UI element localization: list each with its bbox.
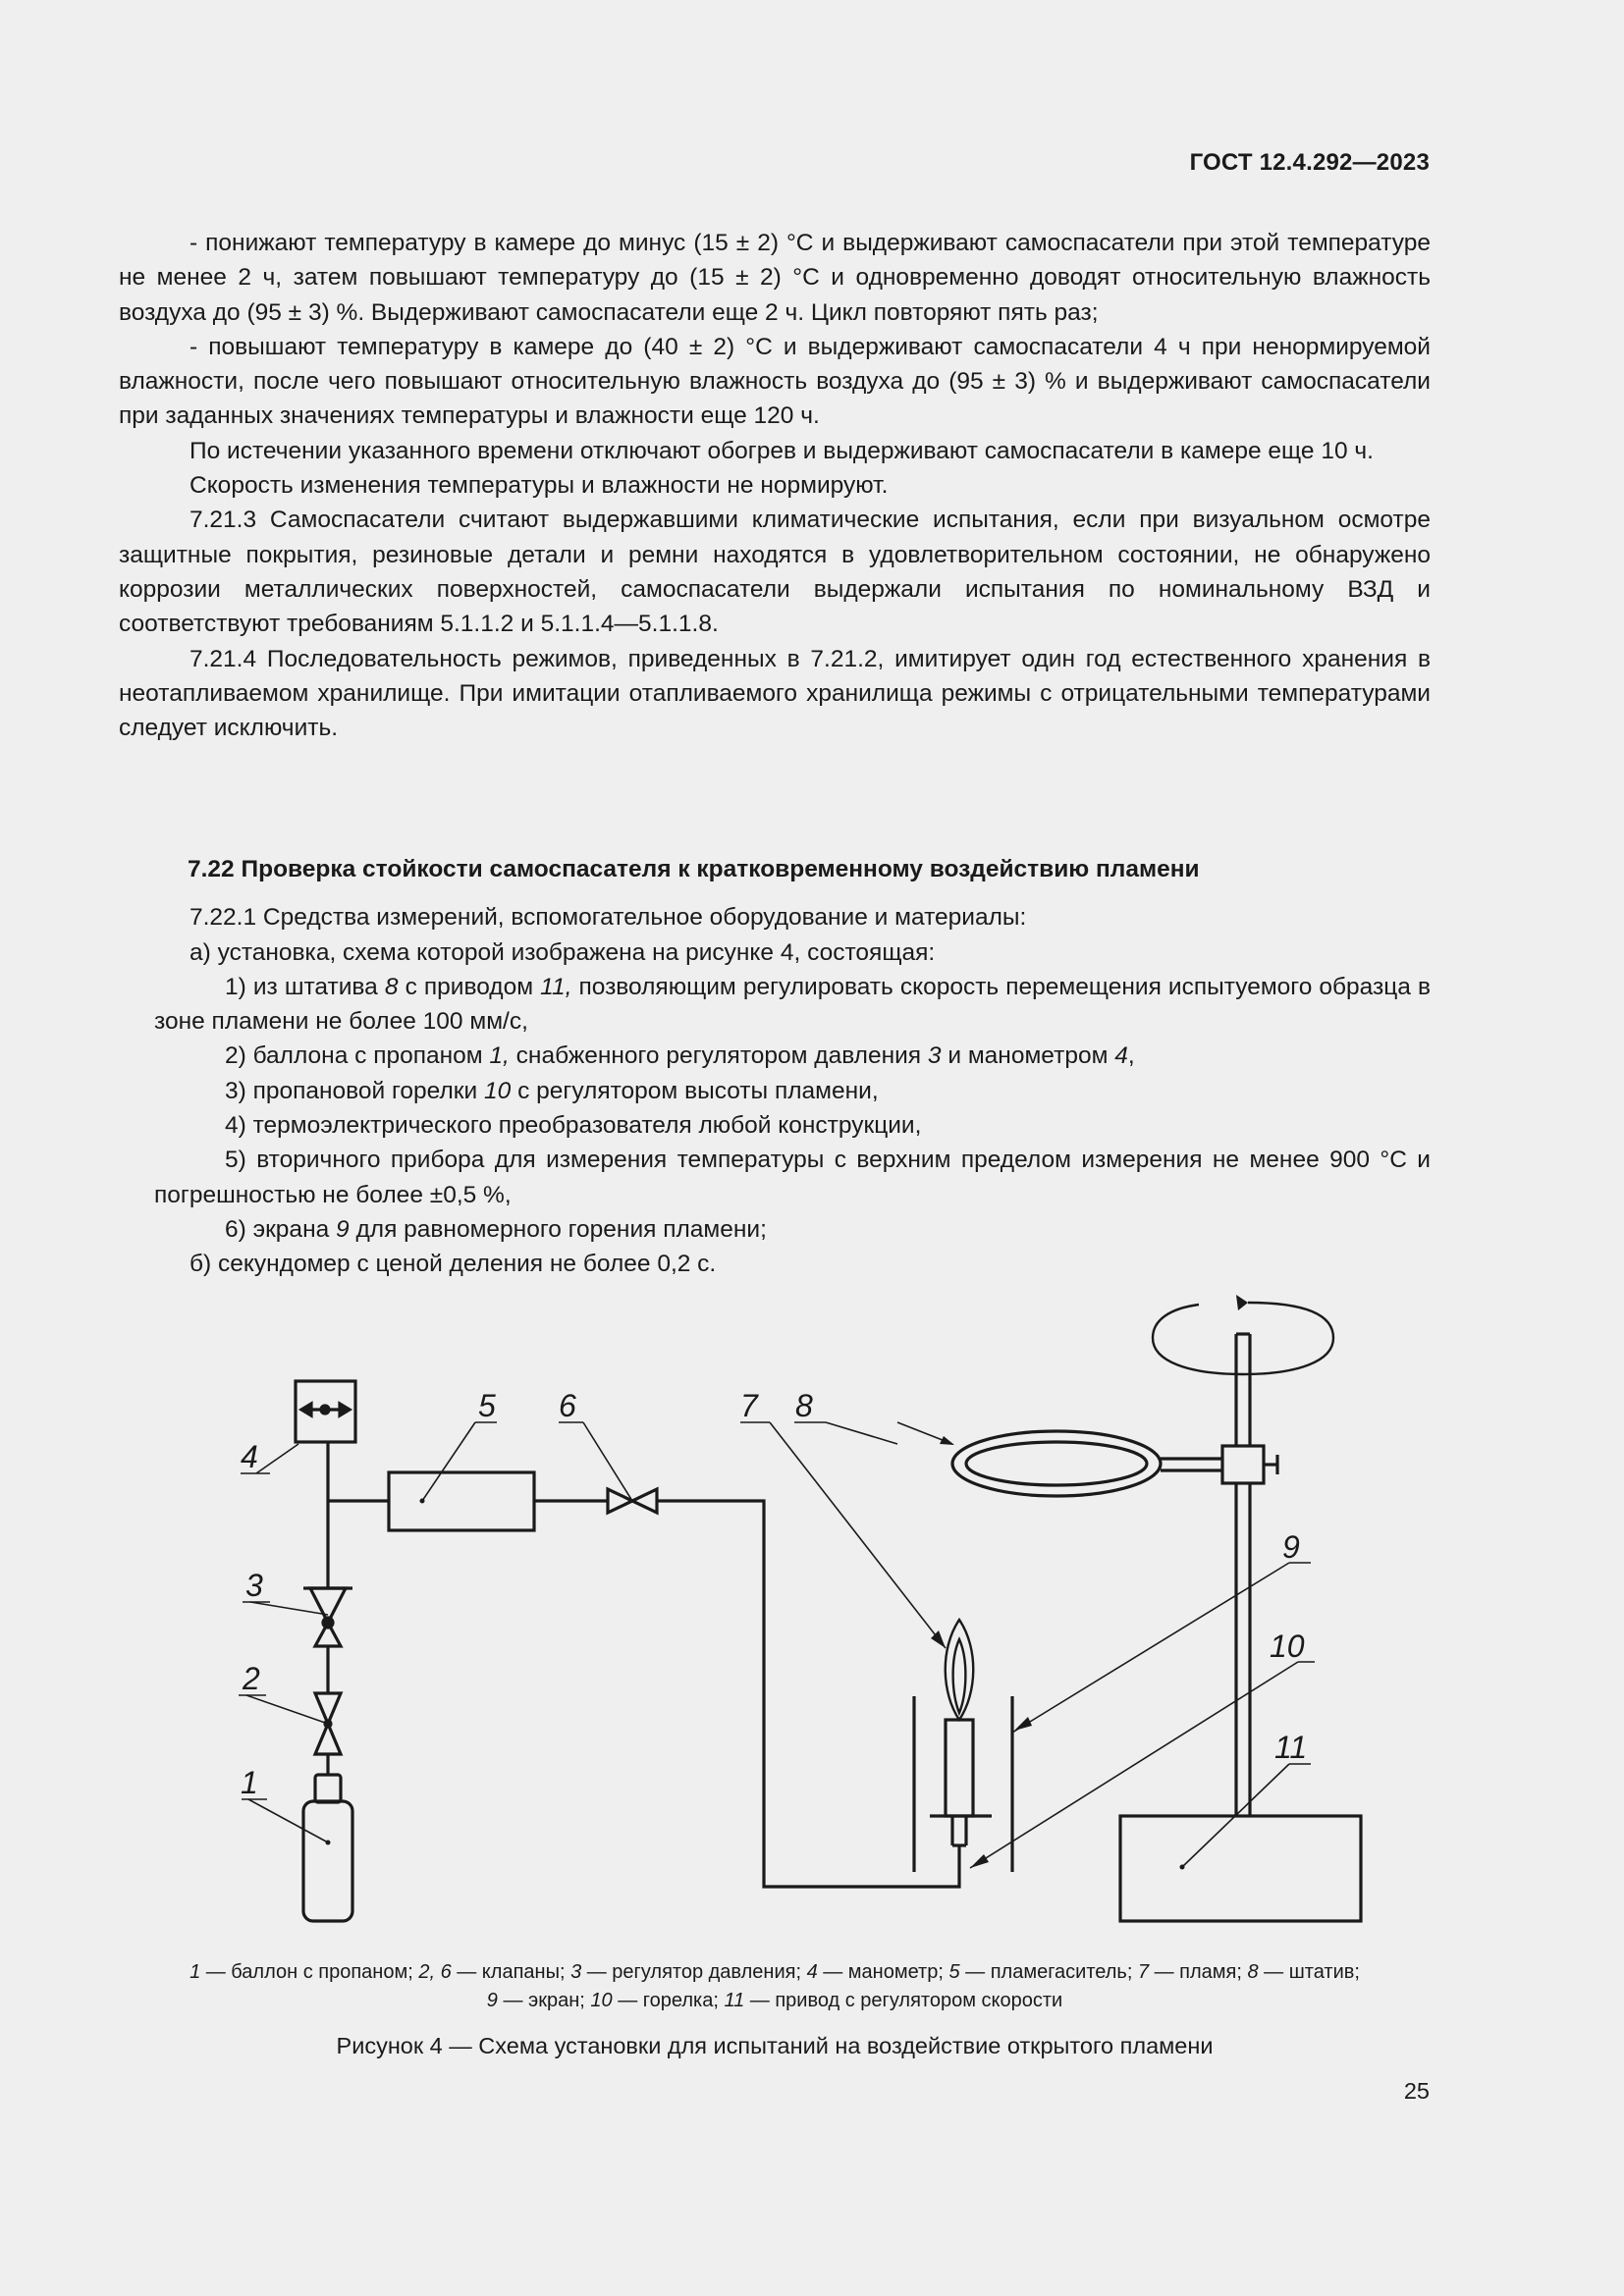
leader-line [256,1444,298,1473]
paragraph: 7.22.1 Средства измерений, вспомогательное оборудование и материалы: [189,904,1027,932]
ref-number: 10 [484,1077,512,1104]
list-item [119,1074,1431,1108]
list-item-text: с регулятором высоты пламени, [511,1077,879,1104]
legend-text: — пламегаситель; [959,1961,1138,1983]
list-item-text: 3) пропановой горелки [225,1077,484,1104]
list-item-text: 1) из штатива [225,973,385,1000]
leader-arrow [970,1854,989,1868]
leader-line [250,1602,328,1615]
paragraph: Скорость изменения температуры и влажности не нормируют. [189,472,889,500]
leader-arrow [1014,1717,1032,1731]
legend-text: — клапаны; [451,1961,571,1983]
legend-text: — экран; [497,1990,591,2011]
list-item [119,1039,1431,1073]
ref-number: 1, [489,1042,510,1070]
list-item-text: с приводом [398,973,541,1000]
list-item-text: для равномерного горения пламени; [349,1215,767,1243]
ref-number: 9 [336,1215,350,1243]
leader-line [422,1422,475,1501]
leader-line [1012,1563,1289,1733]
label-9: 9 [1282,1529,1300,1565]
label-8: 8 [795,1388,813,1423]
paragraph: - понижают температуру в камере до минус (15 ± 2) °C и выдерживают самоспасатели при этой температуре не менее 2 ч, затем повышают температуру до (15 ± 2) °C и одновременно доводят относительную влажность воздуха до (95 ± 3) %. Выдерживают самоспасатели еще 2 ч. Цикл повторяют пять раз; [119,230,1431,326]
list-item-text: и манометром [941,1042,1115,1070]
manometer-icon [296,1381,355,1442]
legend-number: 1 [189,1961,201,1983]
apparatus-schematic [119,1281,1431,1939]
text-block-climatic [119,226,1431,745]
label-3: 3 [245,1568,263,1603]
text-block-flame-test [119,834,1431,1282]
figure-4-diagram [119,1281,1431,1939]
legend-number: 2, 6 [418,1961,452,1983]
paragraph: 7.21.3 Самоспасатели считают выдержавшими климатические испытания, если при визуальном осмотре защитные покрытия, резиновые детали и ремни находятся в удовлетворительном состоянии, не обнаружено коррозии металлических поверхностей, самоспасатели выдержали испытания по номинальному ВЗД и соответствуют требованиям 5.1.1.2 и 5.1.1.4—5.1.1.8. [119,507,1431,638]
flame-arrester-icon [389,1472,534,1530]
label-1: 1 [241,1765,258,1800]
label-2: 2 [243,1661,260,1696]
label-7: 7 [740,1388,758,1423]
list-item: 5) вторичного прибора для измерения температуры с верхним пределом измерения не менее 900 °С и погрешностью не более ±0,5 %, [154,1147,1431,1208]
list-item [119,970,1431,1040]
page-number: 25 [1403,2078,1430,2104]
leader-line [246,1695,328,1724]
figure-caption: Рисунок 4 — Схема установки для испытаний на воздействие открытого пламени [336,2033,1214,2058]
leader-arrow [940,1436,954,1445]
propane-cylinder-icon [303,1775,352,1921]
list-item-text: позволяющим регулировать скорость перемещения испытуемого образца в зоне пламени не более 100 мм/с, [154,973,1432,1036]
document-id: ГОСТ 12.4.292—2023 [1189,149,1430,176]
paragraph: - повышают температуру в камере до (40 ± 2) °C и выдерживают самоспасатели 4 ч при ненормируемой влажности, после чего повышают относительную влажность воздуха до (95 ± 3) % и выдерживают самоспасатели при заданных значениях температуры и влажности еще 120 ч. [119,333,1431,430]
paragraph: б) секундомер с ценой деления не более 0,2 с. [189,1251,717,1278]
ref-number: 3 [927,1042,942,1070]
pressure-regulator-icon [303,1588,352,1646]
legend-number: 8 [1247,1961,1259,1983]
legend-number: 3 [570,1961,582,1983]
list-item-text: 6) экрана [225,1215,337,1243]
legend-text: — баллон с пропаном; [200,1961,419,1983]
label-6: 6 [559,1388,576,1423]
ref-number: 11, [540,973,572,1000]
label-10: 10 [1270,1629,1305,1664]
flame-icon [946,1620,974,1720]
legend-text: — регулятор давления; [581,1961,807,1983]
legend-number: 7 [1137,1961,1150,1983]
paragraph: а) установка, схема которой изображена на рисунке 4, состоящая: [189,938,936,966]
legend-line [119,1958,1431,1987]
legend-line [119,1987,1431,2015]
legend-number: 5 [948,1961,960,1983]
paragraph: По истечении указанного времени отключают обогрев и выдерживают самоспасатели в камере еще 10 ч. [189,437,1374,464]
legend-text: — манометр; [817,1961,949,1983]
figure-legend [119,1958,1431,2015]
leader-line [248,1799,328,1842]
ref-number: 8 [384,973,399,1000]
burner-icon [930,1720,992,1845]
list-item-text: , [1127,1042,1135,1070]
leader-line [826,1422,897,1444]
stand-icon [952,1334,1277,1816]
legend-text: — штатив; [1258,1961,1360,1983]
label-5: 5 [478,1388,496,1423]
legend-number: 9 [486,1990,498,2011]
list-item [119,1212,1431,1247]
legend-number: 11 [724,1990,745,2011]
legend-text: — пламя; [1149,1961,1248,1983]
list-item: 4) термоэлектрического преобразователя любой конструкции, [225,1112,922,1140]
label-4: 4 [241,1439,258,1474]
ref-number: 4 [1114,1042,1128,1070]
drive-box-icon [1120,1816,1361,1921]
label-11: 11 [1274,1730,1308,1765]
legend-text: — горелка; [612,1990,725,2011]
list-item-text: 2) баллона с пропаном [225,1042,490,1070]
paragraph: 7.21.4 Последовательность режимов, приведенных в 7.21.2, имитирует один год естественного хранения в неотапливаемом хранилище. При имитации отапливаемого хранилища режимы с отрицательными температурами следует исключить. [119,645,1431,742]
legend-number: 4 [806,1961,818,1983]
leader-line [770,1422,946,1648]
legend-number: 10 [590,1990,613,2011]
legend-text: — привод с регулятором скорости [744,1990,1063,2011]
section-heading: 7.22 Проверка стойкости самоспасателя к кратковременному воздействию пламени [188,856,1200,882]
list-item-text: снабженного регулятором давления [509,1042,928,1070]
